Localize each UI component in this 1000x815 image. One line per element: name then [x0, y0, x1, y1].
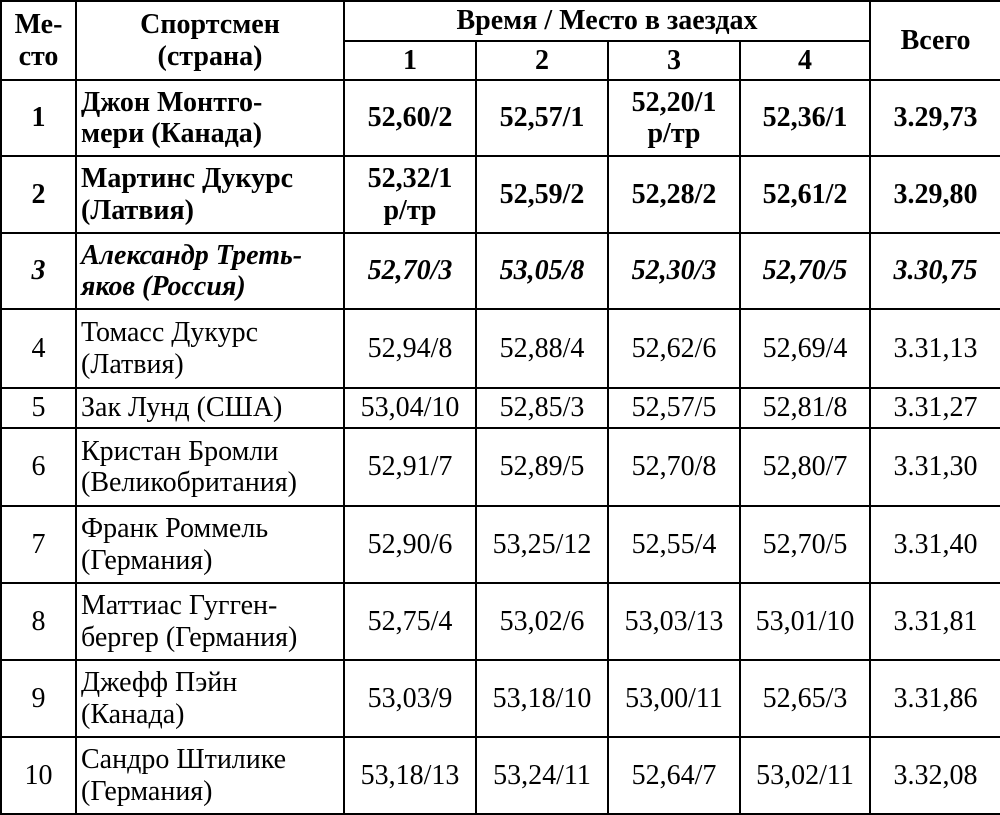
table-row	[1, 660, 1000, 737]
cell-place: 5	[1, 388, 76, 428]
cell-run-2: 52,57/1	[476, 80, 608, 156]
cell-place: 4	[1, 309, 76, 388]
cell-run-2: 52,89/5	[476, 428, 608, 506]
cell-athlete: Мартинс Дукурс (Латвия)	[76, 156, 344, 233]
cell-run-3: 53,00/11	[608, 660, 740, 737]
cell-place: 1	[1, 80, 76, 156]
table-row	[1, 506, 1000, 583]
header-athlete: Спортсмен (страна)	[76, 1, 344, 80]
cell-athlete: Франк Роммель (Германия)	[76, 506, 344, 583]
cell-run-3: 52,28/2	[608, 156, 740, 233]
cell-place: 8	[1, 583, 76, 660]
cell-run-4: 53,01/10	[740, 583, 870, 660]
cell-run-4: 52,61/2	[740, 156, 870, 233]
cell-place: 6	[1, 428, 76, 506]
table-row	[1, 583, 1000, 660]
cell-athlete: Сандро Штилике (Германия)	[76, 737, 344, 814]
table-row	[1, 233, 1000, 309]
cell-run-3: 52,55/4	[608, 506, 740, 583]
cell-total: 3.31,86	[870, 660, 1000, 737]
cell-athlete: Томасс Дукурс (Латвия)	[76, 309, 344, 388]
cell-total: 3.31,40	[870, 506, 1000, 583]
cell-total: 3.31,13	[870, 309, 1000, 388]
cell-run-3: 52,70/8	[608, 428, 740, 506]
cell-athlete: Зак Лунд (США)	[76, 388, 344, 428]
table-row	[1, 737, 1000, 814]
cell-run-2: 52,88/4	[476, 309, 608, 388]
cell-run-2: 53,02/6	[476, 583, 608, 660]
cell-run-3: 52,57/5	[608, 388, 740, 428]
cell-run-1: 52,94/8	[344, 309, 476, 388]
cell-place: 3	[1, 233, 76, 309]
cell-total: 3.30,75	[870, 233, 1000, 309]
cell-run-3: 53,03/13	[608, 583, 740, 660]
cell-run-1: 52,75/4	[344, 583, 476, 660]
table-row	[1, 80, 1000, 156]
cell-place: 10	[1, 737, 76, 814]
cell-run-2: 52,59/2	[476, 156, 608, 233]
cell-run-4: 52,80/7	[740, 428, 870, 506]
cell-total: 3.31,81	[870, 583, 1000, 660]
cell-athlete: Кристан Бромли (Великобритания)	[76, 428, 344, 506]
cell-athlete: Джефф Пэйн (Канада)	[76, 660, 344, 737]
table-header	[1, 1, 1000, 80]
cell-total: 3.31,30	[870, 428, 1000, 506]
table-body	[1, 80, 1000, 814]
table-row	[1, 309, 1000, 388]
header-run-4: 4	[740, 41, 870, 80]
cell-total: 3.29,80	[870, 156, 1000, 233]
cell-run-2: 53,18/10	[476, 660, 608, 737]
cell-athlete: Маттиас Гугген- бергер (Германия)	[76, 583, 344, 660]
cell-run-1: 53,04/10	[344, 388, 476, 428]
cell-run-2: 53,24/11	[476, 737, 608, 814]
table-row	[1, 156, 1000, 233]
cell-run-4: 52,70/5	[740, 506, 870, 583]
header-row-top	[1, 1, 1000, 41]
cell-place: 2	[1, 156, 76, 233]
header-runs-group: Время / Место в заездах	[344, 1, 870, 41]
header-run-3: 3	[608, 41, 740, 80]
cell-run-4: 52,69/4	[740, 309, 870, 388]
cell-run-1: 52,60/2	[344, 80, 476, 156]
cell-run-1: 53,18/13	[344, 737, 476, 814]
cell-run-1: 52,90/6	[344, 506, 476, 583]
header-run-1: 1	[344, 41, 476, 80]
cell-total: 3.29,73	[870, 80, 1000, 156]
cell-total: 3.31,27	[870, 388, 1000, 428]
cell-athlete: Джон Монтго- мери (Канада)	[76, 80, 344, 156]
header-place: Ме- сто	[1, 1, 76, 80]
table-row	[1, 388, 1000, 428]
cell-place: 7	[1, 506, 76, 583]
cell-run-2: 53,25/12	[476, 506, 608, 583]
table-row	[1, 428, 1000, 506]
cell-run-3: 52,64/7	[608, 737, 740, 814]
cell-athlete: Александр Треть- яков (Россия)	[76, 233, 344, 309]
cell-total: 3.32,08	[870, 737, 1000, 814]
cell-run-3: 52,20/1 р/тр	[608, 80, 740, 156]
header-total: Всего	[870, 1, 1000, 80]
cell-run-4: 53,02/11	[740, 737, 870, 814]
cell-run-4: 52,36/1	[740, 80, 870, 156]
cell-run-1: 52,70/3	[344, 233, 476, 309]
cell-run-1: 53,03/9	[344, 660, 476, 737]
cell-run-4: 52,70/5	[740, 233, 870, 309]
cell-place: 9	[1, 660, 76, 737]
cell-run-1: 52,32/1 р/тр	[344, 156, 476, 233]
cell-run-2: 52,85/3	[476, 388, 608, 428]
cell-run-2: 53,05/8	[476, 233, 608, 309]
cell-run-1: 52,91/7	[344, 428, 476, 506]
header-run-2: 2	[476, 41, 608, 80]
cell-run-4: 52,65/3	[740, 660, 870, 737]
cell-run-4: 52,81/8	[740, 388, 870, 428]
cell-run-3: 52,30/3	[608, 233, 740, 309]
cell-run-3: 52,62/6	[608, 309, 740, 388]
